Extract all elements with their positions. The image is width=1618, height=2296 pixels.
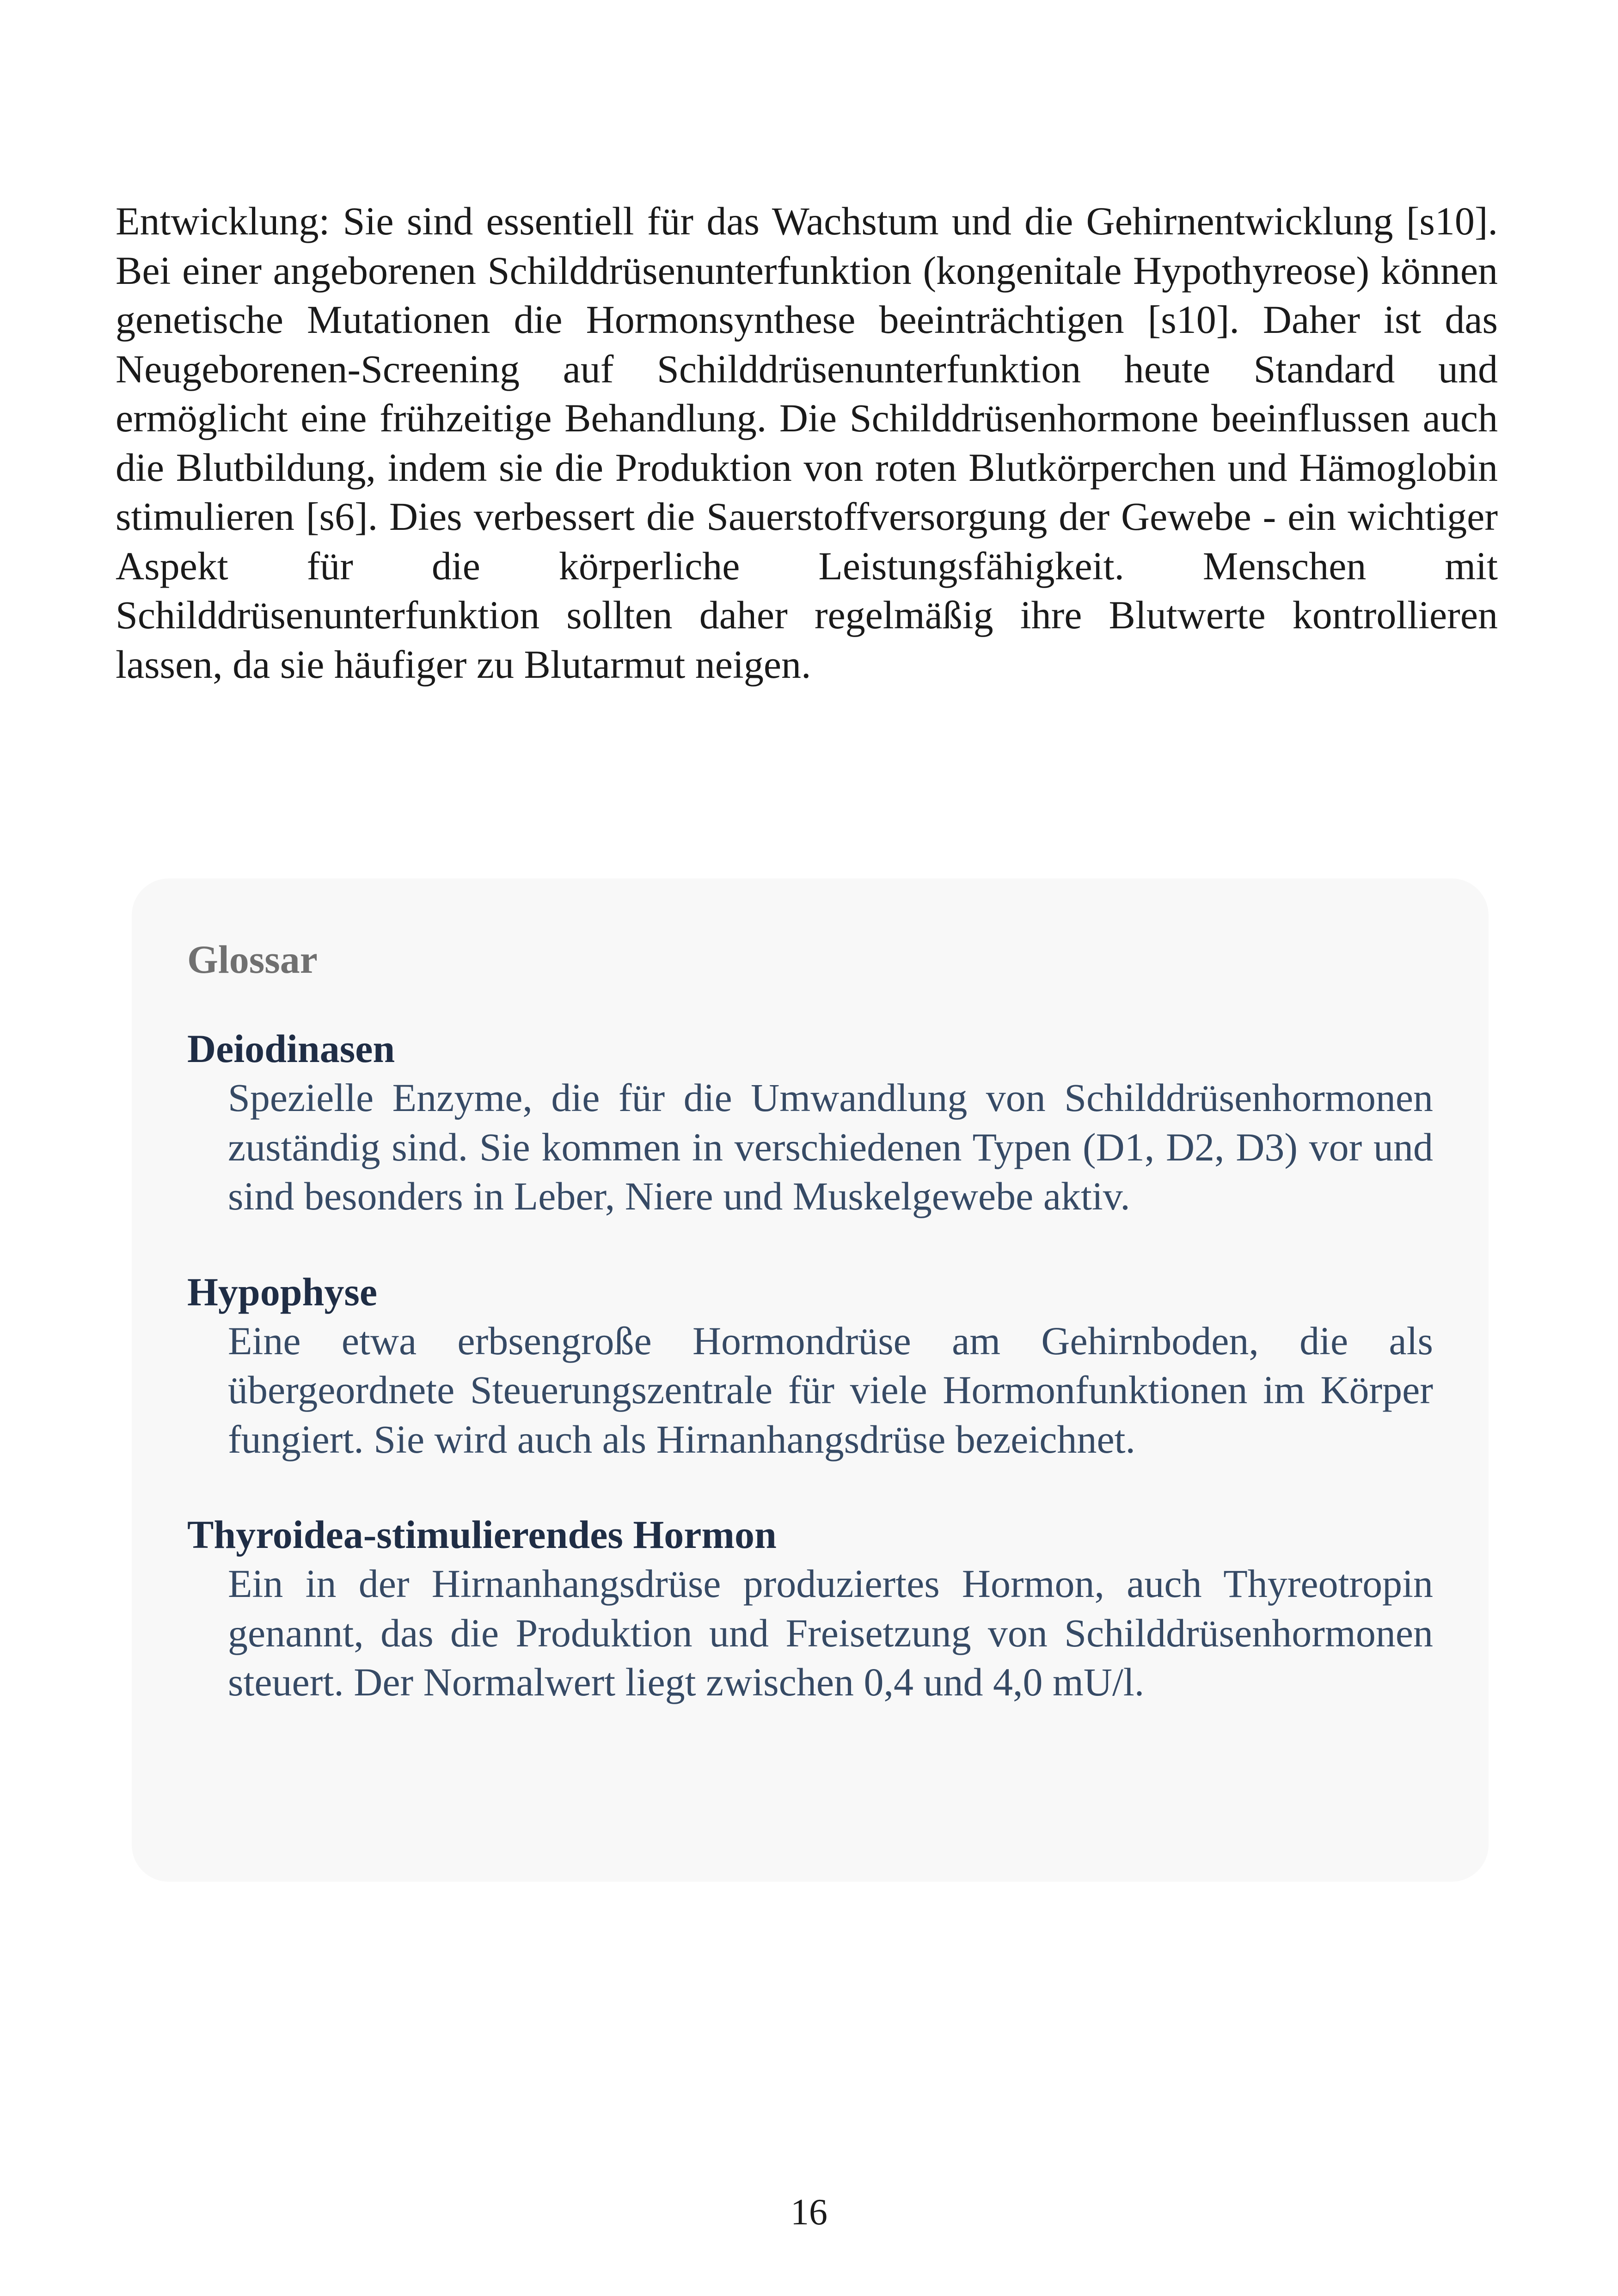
glossary-entry: [187, 1267, 1433, 1464]
glossary-term: Deiodinasen: [187, 1026, 395, 1071]
glossary-definition: Eine etwa erbsengroße Hormondrüse am Gehirnboden, die als übergeordnete Steuerungszentrale für viele Hormonfunktionen im Körper fungiert. Sie wird auch als Hirnanhangsdrüse bezeichnet.: [228, 1318, 1433, 1461]
glossary-definition: Ein in der Hirnanhangsdrüse produziertes Hormon, auch Thyreotropin genannt, das die Produktion und Freisetzung von Schilddrüsenhormonen steuert. Der Normalwert liegt zwischen 0,4 und 4,0 mU/l.: [228, 1561, 1433, 1704]
glossary-term: Hypophyse: [187, 1269, 378, 1314]
glossary-list: [187, 1024, 1433, 1753]
glossary-box: [132, 878, 1489, 1882]
glossary-definition: Spezielle Enzyme, die für die Umwandlung von Schilddrüsenhormonen zuständig sind. Sie kommen in verschiedenen Typen (D1, D2, D3) vor und sind besonders in Leber, Niere und Muskelgewebe aktiv.: [228, 1075, 1433, 1218]
glossary-title: Glossar: [187, 937, 318, 982]
glossary-entry: [187, 1024, 1433, 1221]
body-paragraph: Entwicklung: Sie sind essentiell für das Wachstum und die Gehirnentwicklung [s10]. Bei einer angeborenen Schilddrüsenunterfunktion (kongenitale Hypothyreose) können genetische Mutationen die Hormonsynthese beeinträchtigen [s10]. Daher ist das Neugeborenen-Screening auf Schilddrüsenunterfunktion heute Standard und ermöglicht eine frühzeitige Behandlung. Die Schilddrüsenhormone beeinflussen auch die Blutbildung, indem sie die Produktion von roten Blutkörperchen und Hämoglobin stimulieren [s6]. Dies verbessert die Sauerstoffversorgung der Gewebe - ein wichtiger Aspekt für die körperliche Leistungsfähigkeit. Menschen mit Schilddrüsenunterfunktion sollten daher regelmäßig ihre Blutwerte kontrollieren lassen, da sie häufiger zu Blutarmut neigen.: [116, 199, 1498, 687]
glossary-term: Thyroidea-stimulierendes Hormon: [187, 1512, 777, 1557]
page-number: 16: [791, 2192, 827, 2233]
glossary-entry: [187, 1510, 1433, 1707]
